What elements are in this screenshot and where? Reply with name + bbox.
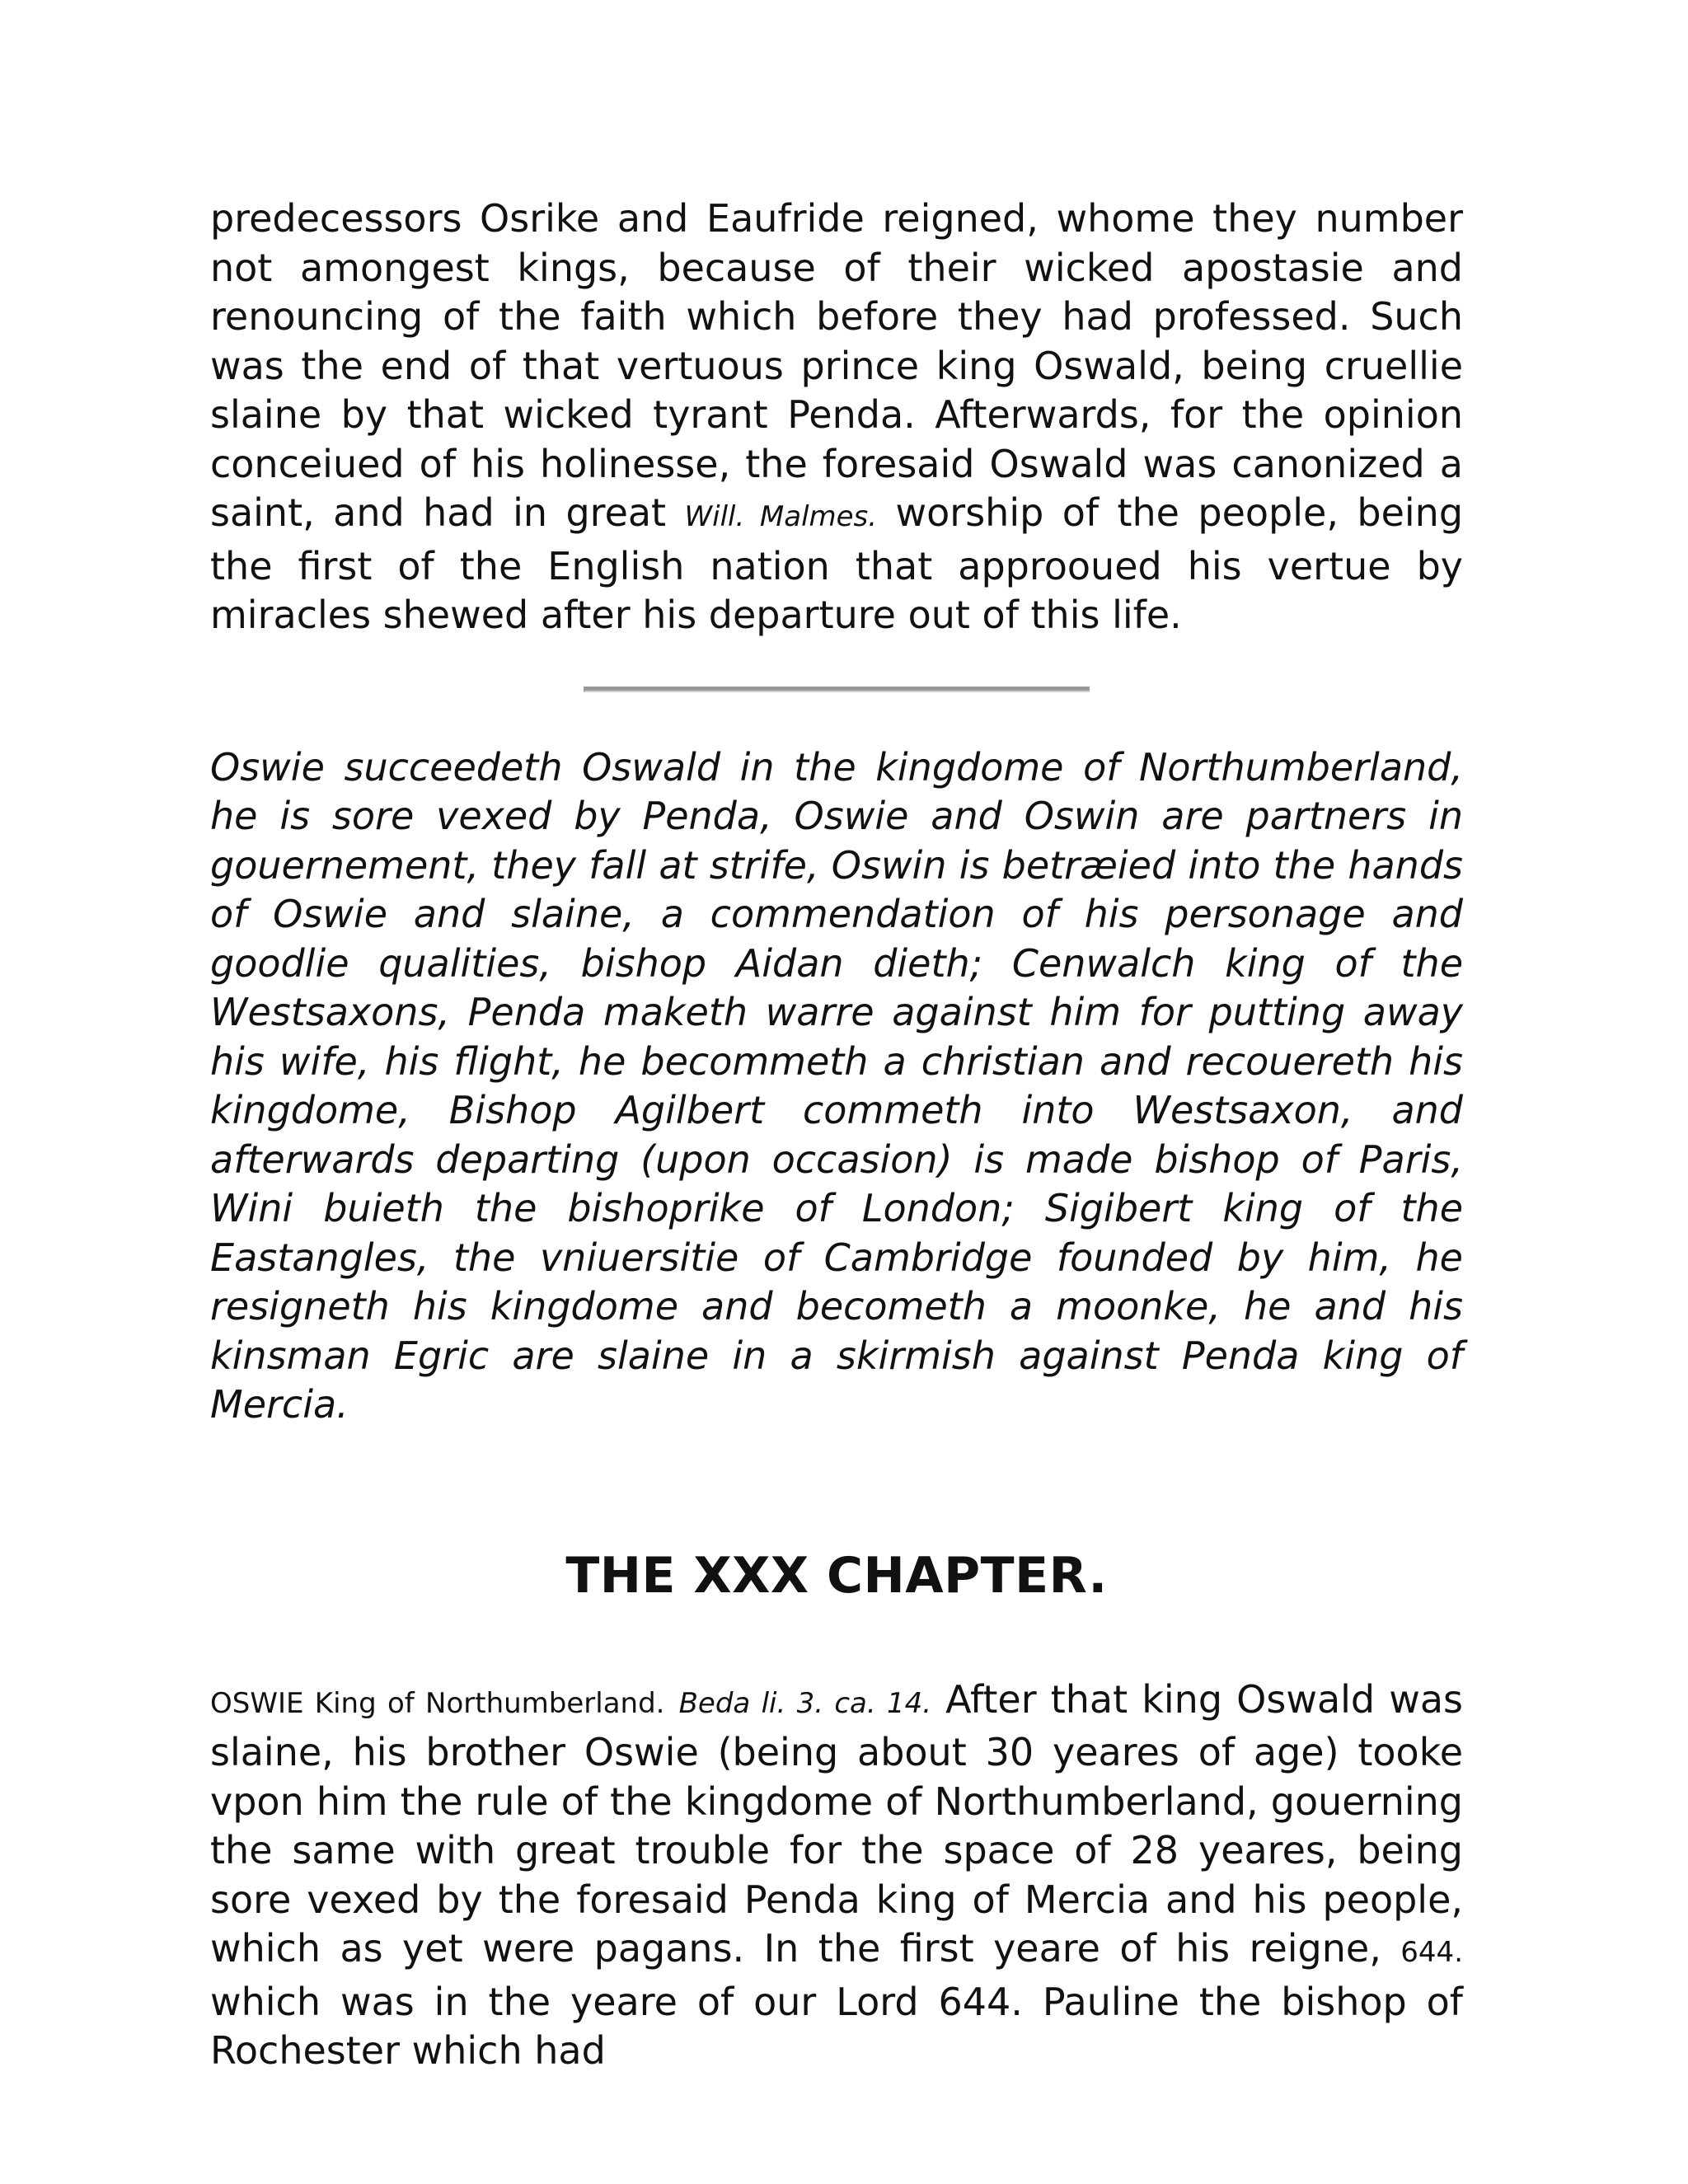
citation-beda: Beda li. 3. ca. 14. — [678, 1686, 932, 1720]
document-page — [210, 194, 1463, 2076]
year-note-644: 644. — [1400, 1936, 1463, 1969]
chapter-summary: Oswie succeedeth Oswald in the kingdome of Northumberland, he is sore vexed by Penda, Oswie and Oswin are partners in gouernement, they fall at strife, Oswin is betræied into the hands of Oswie and slaine, a commendation of his personage and goodlie qualities, bishop Aidan dieth; Cenwalch king of the Westsaxons, Penda maketh warre against him for putting away his wife, his flight, he becommeth a christian and recouereth his kingdome, Bishop Agilbert commeth into Westsaxon, and afterwards departing (upon occasion) is made bishop of Paris, Wini buieth the bishoprike of London; Sigibert king of the Eastangles, the vniuersitie of Cambridge founded by him, he resigneth his kingdome and becometh a moonke, he and his kinsman Egric are slaine in a skirmish against Penda king of Mercia. — [210, 744, 1463, 1427]
chapter-heading: THE XXX CHAPTER. — [565, 1546, 1108, 1605]
chapter-text-part1: After that king Oswald was slaine, his brother Oswie (being about 30 yeares of age) tooke vpon him the rule of the kingdome of Northumberland, gouerning the same with great trouble for the space of 28 yeares, being sore vexed by the foresaid Penda king of Mercia and his people, which as yet were pagans. In the first yeare of his reigne, — [210, 1676, 1464, 1971]
margin-note-will-malmes: Will. Malmes. — [684, 500, 878, 533]
chapter-paragraph — [210, 1675, 1463, 2076]
side-title-oswie: OSWIE King of Northumberland. — [210, 1686, 665, 1720]
chapter-text-part2: which was in the yeare of our Lord 644. Pauline the bishop of Rochester which had — [210, 1979, 1463, 2073]
section-divider — [584, 687, 1090, 692]
paragraph-oswald-end — [210, 194, 1463, 640]
paragraph-text-after-note: worship of the people, being the first of the English nation that approoued his vertue by miracles shewed after his departure out of this life. — [210, 490, 1464, 637]
paragraph-text-before-note: predecessors Osrike and Eaufride reigned, whome they number not amongest kings, because of their wicked apostasie and renouncing of the faith which before they had professed. Such was the end of that vertuous prince king Oswald, being cruellie slaine by that wicked tyrant Penda. Afterwards, for the opinion conceiued of his holinesse, the foresaid Oswald was canonized a saint, and had in great — [210, 196, 1463, 535]
